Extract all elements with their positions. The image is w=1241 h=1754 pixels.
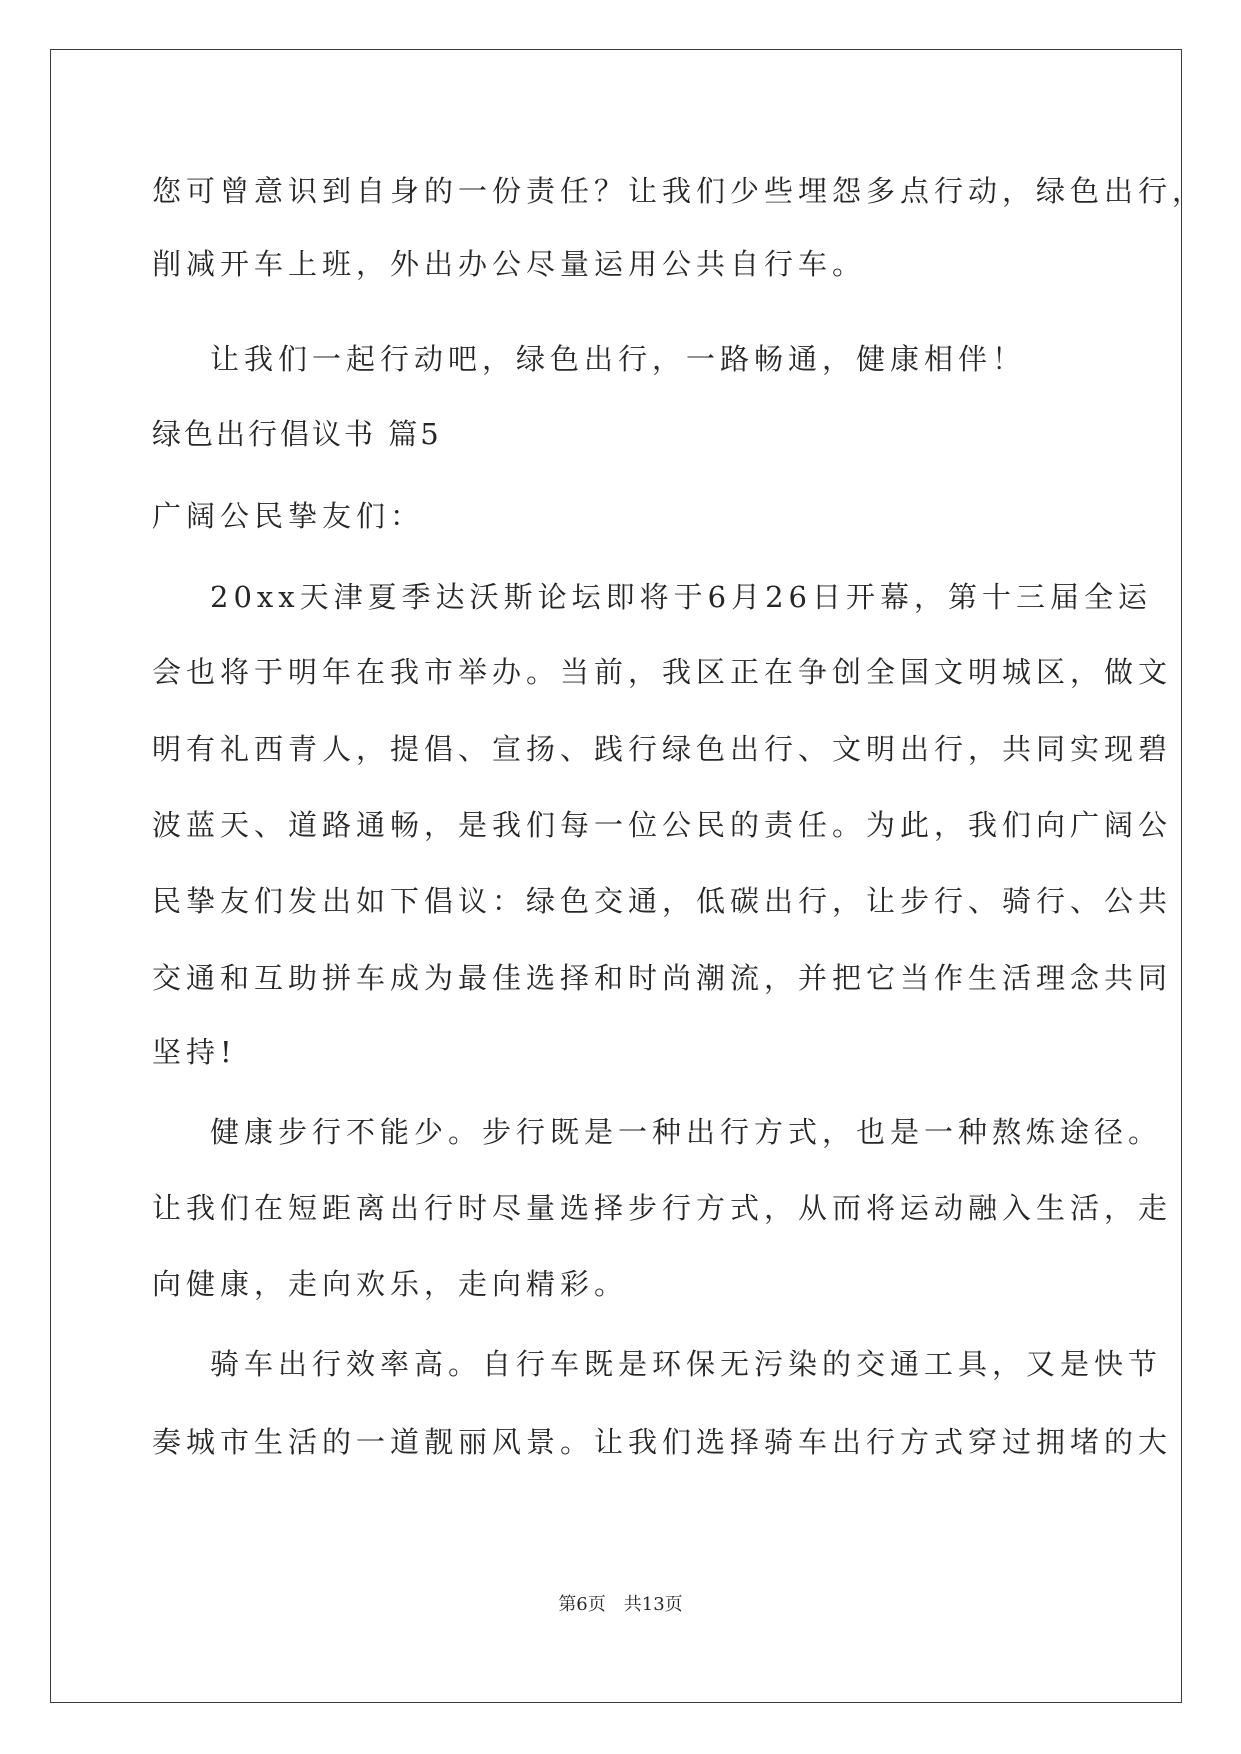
body-line: 让我们在短距离出行时尽量选择步行方式，从而将运动融入生活，走 (152, 1191, 1173, 1225)
body-line: 20xx天津夏季达沃斯论坛即将于6月26日开幕，第十三届全运 (210, 580, 1152, 614)
body-line: 骑车出行效率高。自行车既是环保无污染的交通工具，又是快节 (210, 1347, 1163, 1381)
section-heading: 绿色出行倡议书 篇5 (152, 417, 442, 451)
body-line: 健康步行不能少。步行既是一种出行方式，也是一种熬炼途径。 (210, 1115, 1163, 1149)
body-line: 明有礼西青人，提倡、宣扬、践行绿色出行、文明出行，共同实现碧 (152, 732, 1173, 766)
body-line: 波蓝天、道路通畅，是我们每一位公民的责任。为此，我们向广阔公 (152, 808, 1173, 842)
body-line: 向健康，走向欢乐，走向精彩。 (152, 1267, 629, 1301)
body-line: 坚持! (152, 1035, 237, 1069)
page-number-current: 第6页 (558, 1594, 606, 1615)
body-line: 民挚友们发出如下倡议：绿色交通，低碳出行，让步行、骑行、公共 (152, 884, 1173, 918)
salutation: 广阔公民挚友们： (152, 499, 425, 533)
page-footer (0, 1590, 1241, 1616)
page-number-total: 共13页 (623, 1594, 683, 1615)
body-line: 您可曾意识到自身的一份责任？让我们少些埋怨多点行动，绿色出行， (152, 174, 1207, 208)
body-line: 奏城市生活的一道靓丽风景。让我们选择骑车出行方式穿过拥堵的大 (152, 1425, 1173, 1459)
body-line: 会也将于明年在我市举办。当前，我区正在争创全国文明城区，做文 (152, 655, 1173, 689)
body-line: 让我们一起行动吧，绿色出行，一路畅通，健康相伴！ (210, 342, 1027, 376)
body-line: 交通和互助拼车成为最佳选择和时尚潮流，并把它当作生活理念共同 (152, 961, 1173, 995)
body-line: 削减开车上班，外出办公尽量运用公共自行车。 (152, 247, 867, 281)
